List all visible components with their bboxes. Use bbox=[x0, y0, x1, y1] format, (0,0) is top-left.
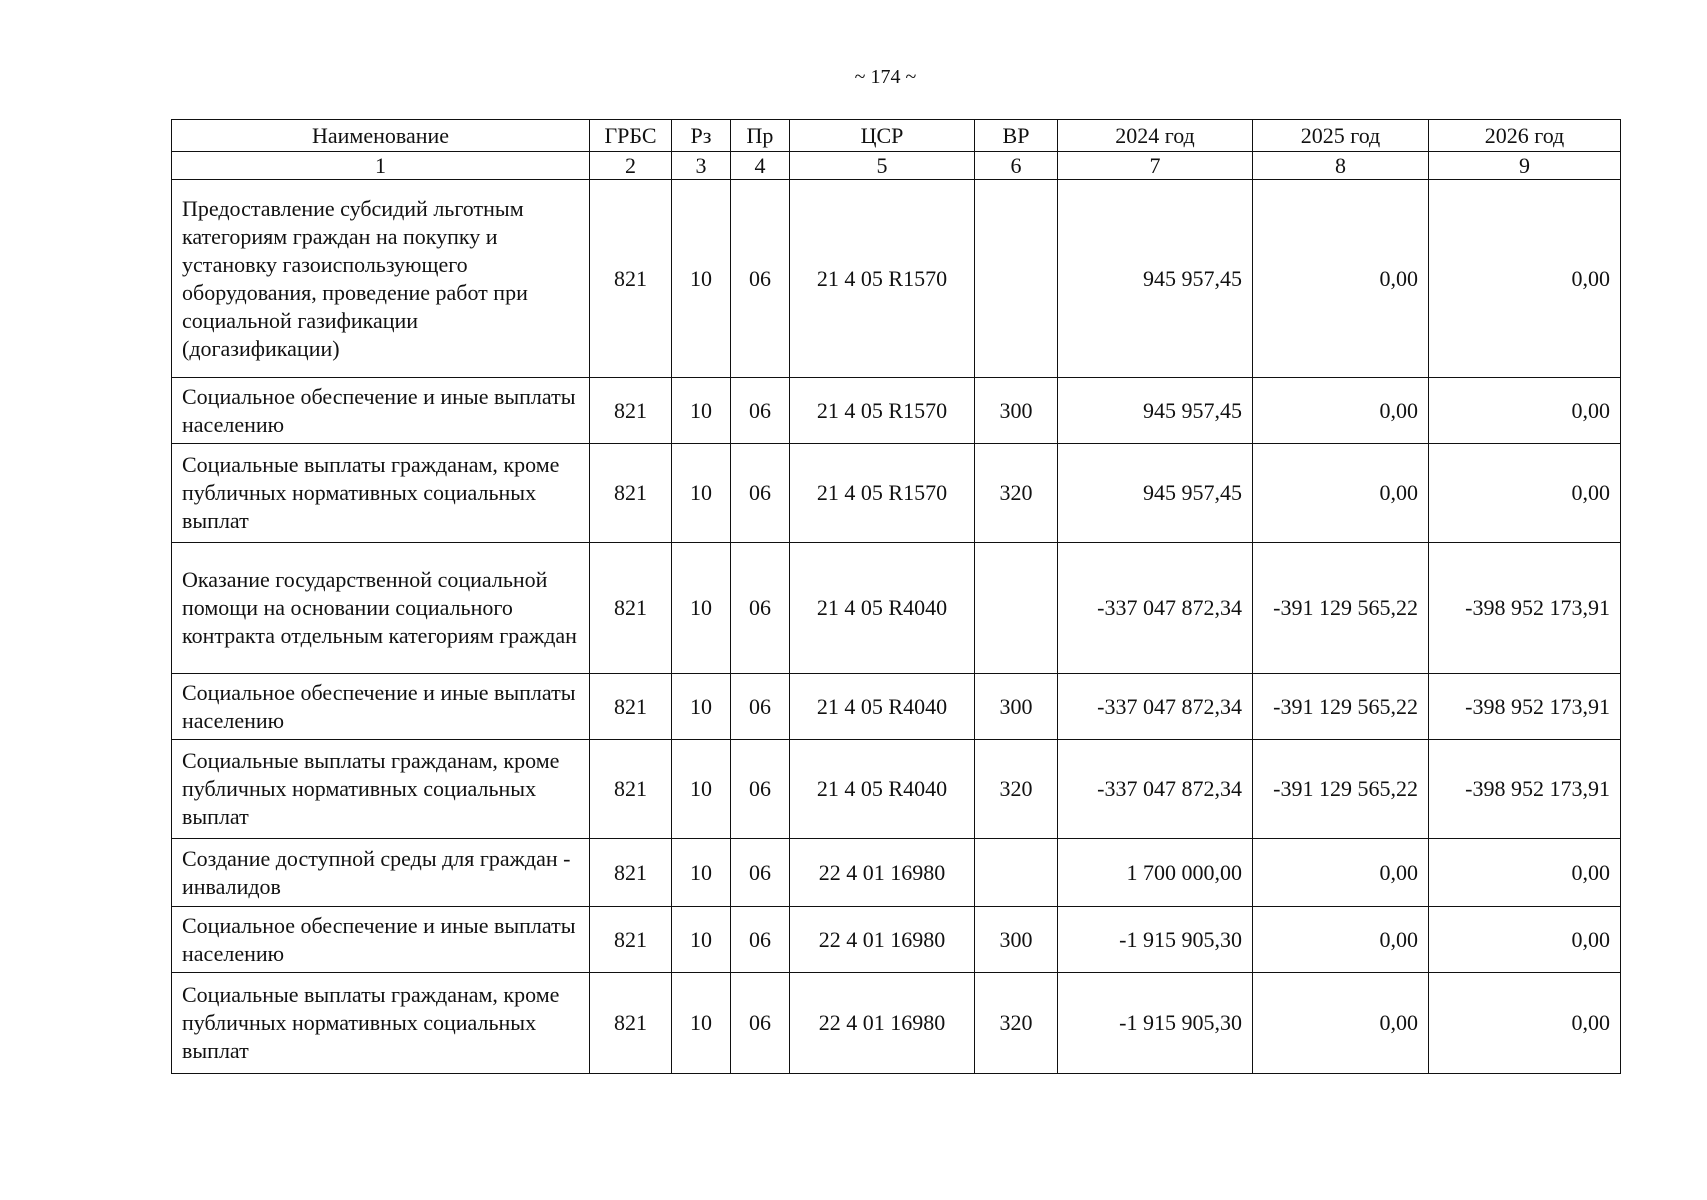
row-2024: 945 957,45 bbox=[1058, 180, 1253, 378]
row-2025: 0,00 bbox=[1253, 907, 1429, 973]
table-row bbox=[172, 444, 1621, 543]
row-2024: 945 957,45 bbox=[1058, 444, 1253, 543]
row-2025: 0,00 bbox=[1253, 973, 1429, 1074]
table-row bbox=[172, 907, 1621, 973]
row-2026: -398 952 173,91 bbox=[1429, 740, 1621, 839]
budget-table bbox=[171, 119, 1621, 1074]
row-2025: -391 129 565,22 bbox=[1253, 543, 1429, 674]
row-name: Социальное обеспечение и иные выплаты населению bbox=[172, 378, 590, 444]
row-name: Оказание государственной социальной помощи на основании социального контракта отдельным категориям граждан bbox=[172, 543, 590, 674]
table-row bbox=[172, 543, 1621, 674]
row-2024: -337 047 872,34 bbox=[1058, 740, 1253, 839]
column-number: 9 bbox=[1429, 152, 1621, 180]
column-number: 4 bbox=[731, 152, 790, 180]
row-csr: 21 4 05 R1570 bbox=[790, 444, 975, 543]
row-name: Социальные выплаты гражданам, кроме публичных нормативных социальных выплат bbox=[172, 444, 590, 543]
row-name: Социальное обеспечение и иные выплаты населению bbox=[172, 907, 590, 973]
header-grbs: ГРБС bbox=[590, 120, 672, 152]
row-2026: 0,00 bbox=[1429, 839, 1621, 907]
row-vr: 320 bbox=[975, 740, 1058, 839]
header-pr: Пр bbox=[731, 120, 790, 152]
column-number: 7 bbox=[1058, 152, 1253, 180]
row-2026: 0,00 bbox=[1429, 973, 1621, 1074]
row-2026: 0,00 bbox=[1429, 180, 1621, 378]
column-number: 5 bbox=[790, 152, 975, 180]
row-2024: -337 047 872,34 bbox=[1058, 543, 1253, 674]
row-vr bbox=[975, 180, 1058, 378]
row-grbs: 821 bbox=[590, 973, 672, 1074]
row-grbs: 821 bbox=[590, 674, 672, 740]
row-rz: 10 bbox=[672, 543, 731, 674]
row-pr: 06 bbox=[731, 674, 790, 740]
row-2024: -1 915 905,30 bbox=[1058, 973, 1253, 1074]
row-vr bbox=[975, 839, 1058, 907]
row-csr: 21 4 05 R4040 bbox=[790, 543, 975, 674]
row-2026: 0,00 bbox=[1429, 907, 1621, 973]
row-grbs: 821 bbox=[590, 180, 672, 378]
table-row bbox=[172, 740, 1621, 839]
row-pr: 06 bbox=[731, 444, 790, 543]
row-grbs: 821 bbox=[590, 839, 672, 907]
row-pr: 06 bbox=[731, 543, 790, 674]
header-vr: ВР bbox=[975, 120, 1058, 152]
header-2025: 2025 год bbox=[1253, 120, 1429, 152]
row-pr: 06 bbox=[731, 180, 790, 378]
row-csr: 21 4 05 R4040 bbox=[790, 674, 975, 740]
row-grbs: 821 bbox=[590, 740, 672, 839]
column-number: 3 bbox=[672, 152, 731, 180]
row-csr: 22 4 01 16980 bbox=[790, 907, 975, 973]
row-2025: 0,00 bbox=[1253, 180, 1429, 378]
row-csr: 21 4 05 R4040 bbox=[790, 740, 975, 839]
column-number: 2 bbox=[590, 152, 672, 180]
row-2025: -391 129 565,22 bbox=[1253, 740, 1429, 839]
row-csr: 21 4 05 R1570 bbox=[790, 378, 975, 444]
table-row bbox=[172, 674, 1621, 740]
row-2025: 0,00 bbox=[1253, 444, 1429, 543]
row-2024: 1 700 000,00 bbox=[1058, 839, 1253, 907]
row-2024: 945 957,45 bbox=[1058, 378, 1253, 444]
table-row bbox=[172, 378, 1621, 444]
row-rz: 10 bbox=[672, 444, 731, 543]
header-2024: 2024 год bbox=[1058, 120, 1253, 152]
row-rz: 10 bbox=[672, 740, 731, 839]
row-name: Создание доступной среды для граждан - инвалидов bbox=[172, 839, 590, 907]
column-number: 1 bbox=[172, 152, 590, 180]
header-csr: ЦСР bbox=[790, 120, 975, 152]
row-name: Предоставление субсидий льготным категориям граждан на покупку и установку газоиспользующего оборудования, проведение работ при социальной газификации (догазификации) bbox=[172, 180, 590, 378]
header-row bbox=[172, 120, 1621, 152]
column-number-row bbox=[172, 152, 1621, 180]
row-rz: 10 bbox=[672, 180, 731, 378]
column-number: 6 bbox=[975, 152, 1058, 180]
table-row bbox=[172, 839, 1621, 907]
row-2026: 0,00 bbox=[1429, 444, 1621, 543]
row-vr bbox=[975, 543, 1058, 674]
row-rz: 10 bbox=[672, 674, 731, 740]
row-pr: 06 bbox=[731, 907, 790, 973]
row-csr: 22 4 01 16980 bbox=[790, 839, 975, 907]
row-2026: -398 952 173,91 bbox=[1429, 674, 1621, 740]
row-2025: 0,00 bbox=[1253, 839, 1429, 907]
row-grbs: 821 bbox=[590, 907, 672, 973]
row-csr: 22 4 01 16980 bbox=[790, 973, 975, 1074]
row-vr: 300 bbox=[975, 378, 1058, 444]
row-pr: 06 bbox=[731, 839, 790, 907]
header-2026: 2026 год bbox=[1429, 120, 1621, 152]
row-pr: 06 bbox=[731, 973, 790, 1074]
row-name: Социальные выплаты гражданам, кроме публичных нормативных социальных выплат bbox=[172, 973, 590, 1074]
row-2025: 0,00 bbox=[1253, 378, 1429, 444]
row-grbs: 821 bbox=[590, 378, 672, 444]
row-name: Социальное обеспечение и иные выплаты населению bbox=[172, 674, 590, 740]
row-rz: 10 bbox=[672, 973, 731, 1074]
row-vr: 300 bbox=[975, 674, 1058, 740]
row-vr: 300 bbox=[975, 907, 1058, 973]
row-name: Социальные выплаты гражданам, кроме публичных нормативных социальных выплат bbox=[172, 740, 590, 839]
row-pr: 06 bbox=[731, 740, 790, 839]
header-rz: Рз bbox=[672, 120, 731, 152]
header-name: Наименование bbox=[172, 120, 590, 152]
row-grbs: 821 bbox=[590, 543, 672, 674]
row-2024: -1 915 905,30 bbox=[1058, 907, 1253, 973]
row-vr: 320 bbox=[975, 973, 1058, 1074]
row-pr: 06 bbox=[731, 378, 790, 444]
row-rz: 10 bbox=[672, 839, 731, 907]
table-row bbox=[172, 973, 1621, 1074]
row-2025: -391 129 565,22 bbox=[1253, 674, 1429, 740]
column-number: 8 bbox=[1253, 152, 1429, 180]
row-2026: -398 952 173,91 bbox=[1429, 543, 1621, 674]
row-2024: -337 047 872,34 bbox=[1058, 674, 1253, 740]
row-2026: 0,00 bbox=[1429, 378, 1621, 444]
row-grbs: 821 bbox=[590, 444, 672, 543]
row-csr: 21 4 05 R1570 bbox=[790, 180, 975, 378]
page-number: ~ 174 ~ bbox=[854, 66, 917, 88]
table-row bbox=[172, 180, 1621, 378]
row-rz: 10 bbox=[672, 378, 731, 444]
row-rz: 10 bbox=[672, 907, 731, 973]
row-vr: 320 bbox=[975, 444, 1058, 543]
